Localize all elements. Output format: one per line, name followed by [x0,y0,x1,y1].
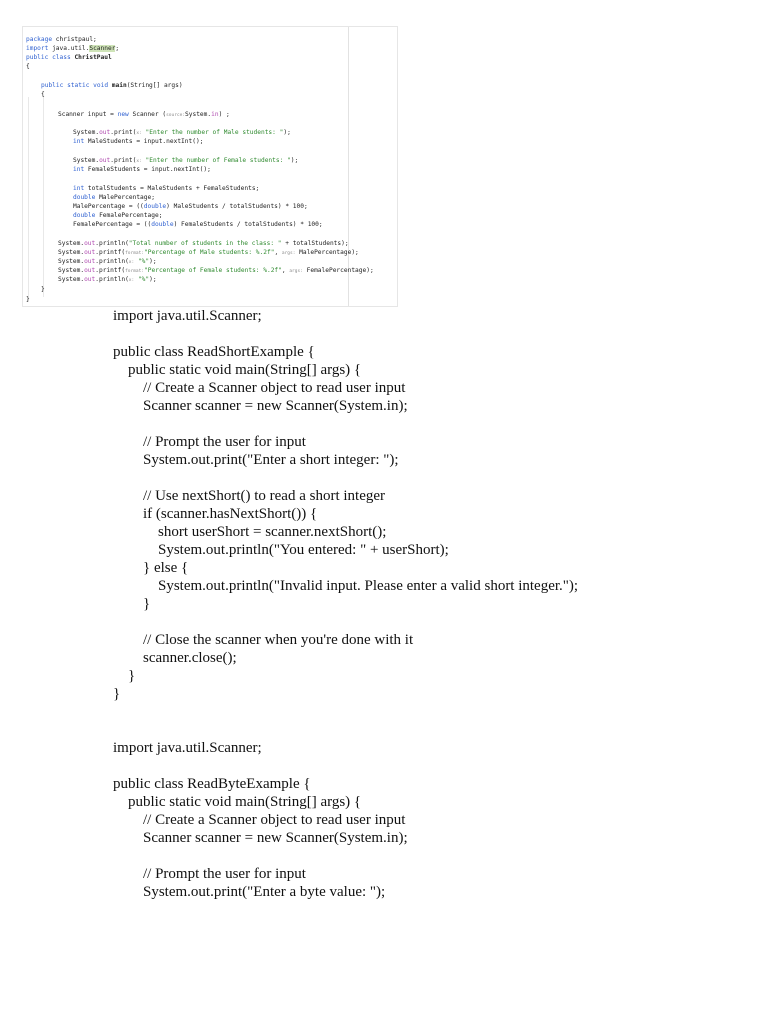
code-line: MalePercentage = ((double) MaleStudents / totalStudents) * 100; [73,203,308,210]
editor-margin-line [348,27,349,306]
brace-guide [43,97,44,297]
code-line: int totalStudents = MaleStudents + FemaleStudents; [73,185,260,192]
code-line: System.out.print("Enter a byte value: "); [143,884,386,900]
code-line: short userShort = scanner.nextShort(); [158,524,387,540]
code-line: Scanner scanner = new Scanner(System.in); [143,830,408,846]
code-line: { [41,91,45,98]
ide-screenshot [22,26,398,307]
code-line: int MaleStudents = input.nextInt(); [73,138,204,145]
code-line: } [113,686,121,702]
code-line: System.out.println("You entered: " + userShort); [158,542,449,558]
code-line: System.out.println(x: "%"); [58,258,157,265]
code-comment: // Create a Scanner object to read user input [143,380,406,396]
code-line: public static void main(String[] args) [41,82,183,89]
code-line: public class ChristPaul [26,54,112,61]
code-line: Scanner input = new Scanner (source:System.in) ; [58,111,230,118]
code-line: public static void main(String[] args) { [128,362,362,378]
code-line: import java.util.Scanner; [26,45,120,52]
code-line: package christpaul; [26,36,97,43]
code-line: Scanner scanner = new Scanner(System.in); [143,398,408,414]
code-line: System.out.println("Total number of students in the class: " + totalStudents); [58,240,349,247]
code-comment: // Use nextShort() to read a short integer [143,488,386,504]
code-line: System.out.print(x: "Enter the number of Female students: "); [73,157,299,164]
code-line: scanner.close(); [143,650,237,666]
brace-guide [28,97,29,302]
code-line: int FemaleStudents = input.nextInt(); [73,166,211,173]
code-line: } [128,668,136,684]
document-body [113,307,753,901]
code-line: System.out.printf(format:"Percentage of Male students: %.2f", args: MalePercentage); [58,249,359,256]
code-line: double FemalePercentage; [73,212,163,219]
code-line: System.out.println(x: "%"); [58,276,157,283]
code-line: FemalePercentage = ((double) FemaleStudents / totalStudents) * 100; [73,221,323,228]
code-line: System.out.print("Enter a short integer: "); [143,452,399,468]
code-line: System.out.printf(format:"Percentage of Female students: %.2f", args: FemalePercentage); [58,267,374,274]
code-line: } [26,296,30,303]
code-line: public class ReadShortExample { [113,344,315,360]
code-line: if (scanner.hasNextShort()) { [143,506,318,522]
code-line: public class ReadByteExample { [113,776,311,792]
code-line: import java.util.Scanner; [113,308,262,324]
code-line: import java.util.Scanner; [113,740,262,756]
code-comment: // Prompt the user for input [143,434,306,450]
code-comment: // Prompt the user for input [143,866,306,882]
code-line: System.out.println("Invalid input. Please enter a valid short integer."); [158,578,579,594]
code-line: System.out.print(x: "Enter the number of Male students: "); [73,129,291,136]
code-line: } else { [143,560,189,576]
code-line: double MalePercentage; [73,194,155,201]
code-line: } [143,596,151,612]
code-line: public static void main(String[] args) { [128,794,362,810]
code-comment: // Create a Scanner object to read user input [143,812,406,828]
code-line: { [26,63,30,70]
code-comment: // Close the scanner when you're done with it [143,632,414,648]
code-line: } [41,286,45,293]
